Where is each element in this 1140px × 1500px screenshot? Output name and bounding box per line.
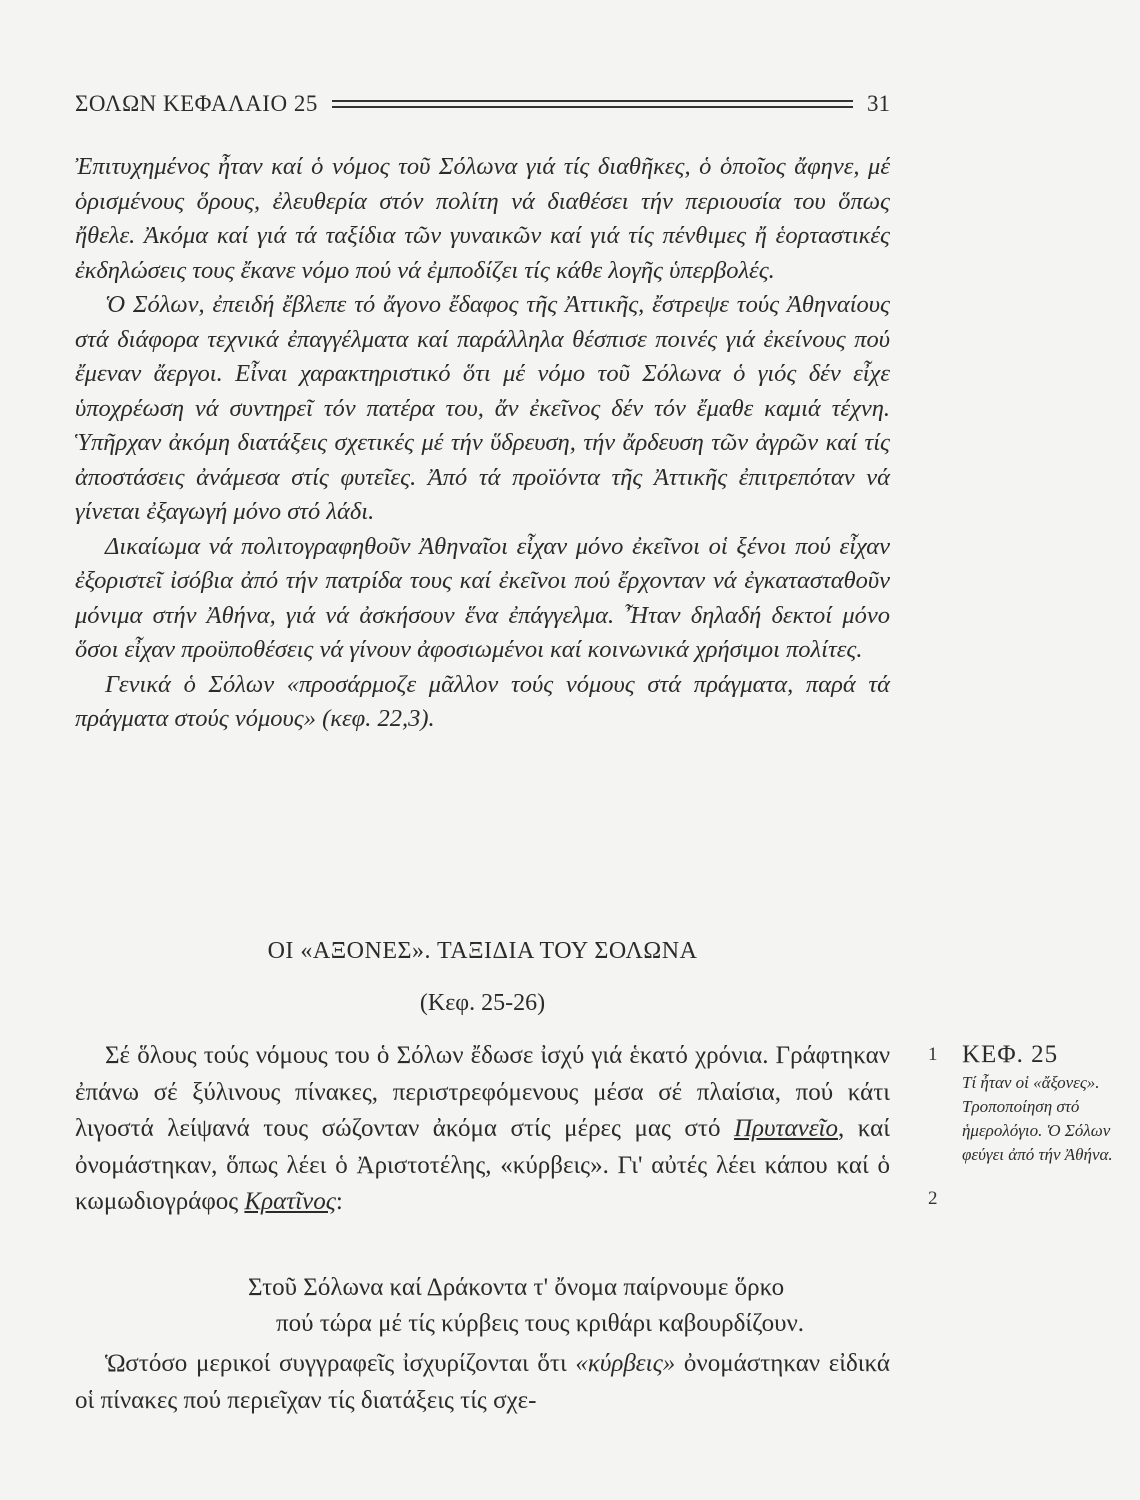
- side-note-heading: ΚΕΦ. 25: [962, 1041, 1059, 1068]
- section-subtitle: (Κεφ. 25-26): [419, 990, 546, 1016]
- body-paragraph-text: [75, 1346, 890, 1419]
- margin-line-number-1: 1: [928, 1044, 938, 1065]
- side-note-text: Τί ἦταν οἱ «ἄξονες». Τροποποίηση στό ἡμερολόγιο. Ὁ Σόλων φεύγει ἀπό τήν Ἀθήνα.: [962, 1073, 1113, 1164]
- running-header: [75, 88, 890, 120]
- verse-quote: [248, 1270, 888, 1342]
- body-text-part: ὀνομάστηκαν εἰδικά οἱ πίνακες πού περιεῖχαν τίς διατάξεις τίς σχε-: [75, 1350, 890, 1414]
- italic-paragraph-1: Ἐπιτυχημένος ἦταν καί ὁ νόμος τοῦ Σόλωνα γιά τίς διαθῆκες, ὁ ὁποῖος ἄφηνε, μέ ὁρισμένους ὅρους, ἐλευθερία στόν πολίτη νά διαθέσει τήν περιουσία του ὅπως ἤθελε. Ἀκόμα καί γιά τά ταξίδια τῶν γυναικῶν καί γιά τίς πένθιμες ἤ ἑορταστικές ἐκδηλώσεις τους ἔκανε νόμο πού νά ἐμποδίζει τίς κάθε λογῆς ὑπερβολές.: [75, 153, 890, 284]
- italic-paragraph-3: Δικαίωμα νά πολιτογραφηθοῦν Ἀθηναῖοι εἶχαν μόνο ἐκεῖνοι οἱ ξένοι πού εἶχαν ἐξοριστεῖ ἰσόβια ἀπό τήν πατρίδα τους καί ἐκεῖνοι πού ἔρχονταν νά ἐγκατασταθοῦν μόνιμα στήν Ἀθήνα, γιά νά ἀσκήσουν ἕνα ἐπάγγελμα. Ἦταν δηλαδή δεκτοί μόνο ὅσοι εἶχαν προϋποθέσεις νά γίνουν ἀφοσιωμένοι καί κοινωνικά χρήσιμοι πολίτες.: [75, 532, 890, 663]
- term-prytaneio: Πρυτανεῖο: [734, 1115, 838, 1142]
- margin-line-number-2: 2: [928, 1188, 938, 1209]
- body-paragraph-1: [75, 1038, 890, 1221]
- page-number: 31: [867, 91, 890, 116]
- section-title: ΟΙ «ΑΞΟΝΕΣ». ΤΑΞΙΔΙΑ ΤΟΥ ΣΟΛΩΝΑ: [267, 938, 698, 964]
- header-title: ΣΟΛΩΝ ΚΕΦΑΛΑΙΟ 25: [75, 91, 318, 116]
- body-text-part: , καί ὀνομάστηκαν, ὅπως λέει ὁ Ἀριστοτέλης, «κύρβεις». Γι' αὐτές λέει κάπου καί ὁ κωμωδιογράφος: [75, 1115, 890, 1215]
- body-paragraph-2: [75, 1346, 890, 1419]
- term-kyrveis: «κύρβεις»: [575, 1350, 676, 1377]
- verse-line-2: πού τώρα μέ τίς κύρβεις τους κριθάρι καβουρδίζουν.: [276, 1310, 805, 1337]
- side-note: [962, 1041, 1132, 1167]
- header-rule: [332, 100, 853, 108]
- italic-commentary: [75, 150, 890, 737]
- body-text-part: :: [335, 1188, 343, 1215]
- body-text-part: Σέ ὅλους τούς νόμους του ὁ Σόλων ἔδωσε ἰσχύ γιά ἑκατό χρόνια. Γράφτηκαν ἐπάνω σέ ξύλινους πίνακες, περιστρεφόμενους μέσα σέ πλαίσια, πού κάτι λιγοστά λείψανά τους σώζονταν ἀκόμα στίς μέρες μας στό: [75, 1042, 890, 1142]
- term-kratinos: Κρατῖνος: [244, 1188, 336, 1215]
- verse-line-1: Στοῦ Σόλωνα καί Δράκοντα τ' ὄνομα παίρνουμε ὅρκο: [248, 1274, 785, 1301]
- italic-paragraph-2: Ὁ Σόλων, ἐπειδή ἔβλεπε τό ἄγονο ἔδαφος τῆς Ἀττικῆς, ἔστρεψε τούς Ἀθηναίους στά διάφορα τεχνικά ἐπαγγέλματα καί παράλληλα θέσπισε ποινές γιά ἐκείνους πού ἔμεναν ἄεργοι. Εἶναι χαρακτηριστικό ὅτι μέ νόμο τοῦ Σόλωνα ὁ γιός δέν εἶχε ὑποχρέωση νά συντηρεῖ τόν πατέρα του, ἄν ἐκεῖνος δέν τόν ἔμαθε καμιά τέχνη. Ὑπῆρχαν ἀκόμη διατάξεις σχετικές μέ τήν ὕδρευση, τήν ἄρδευση τῶν ἀγρῶν καί τίς ἀποστάσεις ἀνάμεσα στίς φυτεῖες. Ἀπό τά προϊόντα τῆς Ἀττικῆς ἐπιτρεπόταν νά γίνεται ἐξαγωγή μόνο στό λάδι.: [75, 291, 890, 525]
- body-text-part: Ὡστόσο μερικοί συγγραφεῖς ἰσχυρίζονται ὅτι: [105, 1350, 576, 1377]
- body-paragraph-text: [75, 1038, 890, 1221]
- italic-paragraph-4: Γενικά ὁ Σόλων «προσάρμοζε μᾶλλον τούς νόμους στά πράγματα, παρά τά πράγματα στούς νόμους» (κεφ. 22,3).: [75, 670, 890, 732]
